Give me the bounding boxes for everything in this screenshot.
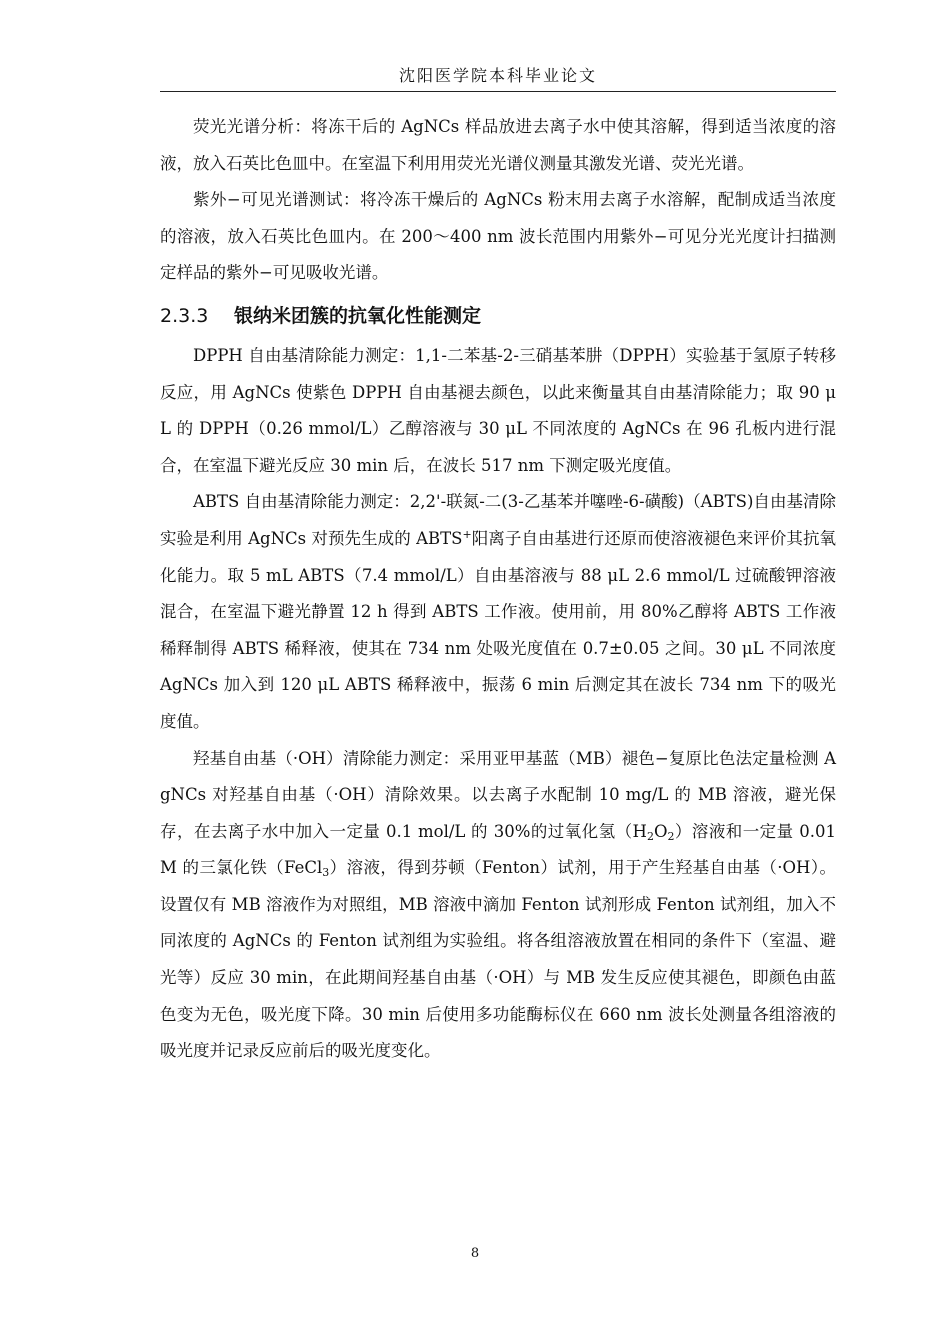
paragraph-abts (160, 484, 836, 740)
hydroxyl-text-2: O (653, 821, 668, 841)
section-heading (160, 294, 836, 338)
header-divider (160, 91, 836, 92)
paragraph-dpph: DPPH 自由基清除能力测定：1,1-二苯基-2-三硝基苯肼（DPPH）实验基于氢原子转移反应，用 AgNCs 使紫色 DPPH 自由基褪去颜色，以此来衡量其自由基清除能力；取 90 μL 的 DPPH（0.26 mmol/L）乙醇溶液与 30 μL 不同浓度的 AgNCs 在 96 孔板内进行混合，在室温下避光反应 30 min 后，在波长 517 nm 下测定吸光度值。 (160, 345, 836, 475)
fecl3-subscript: 3 (322, 866, 330, 880)
hydroxyl-text-3: ）溶液和一定量 0.01 M 的三氯化铁（FeCl (160, 821, 837, 878)
page-number: 8 (470, 1246, 480, 1261)
abts-text-2: 阳离子自由基进行还原而使溶液褪色来评价其抗氧化能力。取 5 mL ABTS（7.4 mmol/L）自由基溶液与 88 μL 2.6 mmol/L 过硫酸钾溶液混合，在室温下避光静置 12 h 得到 ABTS 工作液。使用前，用 80%乙醇将 ABTS 工作液稀释制得 ABTS 稀释液，使其在 734 nm 处吸光度值在 0.7±0.05 之间。30 μL 不同浓度 AgNCs 加入到 120 μL ABTS 稀释液中，振荡 6 min 后测定其在波长 734 nm 下的吸光度值。 (160, 528, 837, 731)
abts-superscript: + (462, 527, 472, 541)
h2o2-subscript-1: 2 (646, 829, 654, 843)
hydroxyl-text-4: ）溶液，得到芬顿（Fenton）试剂，用于产生羟基自由基（·OH）。设置仅有 MB 溶液作为对照组，MB 溶液中滴加 Fenton 试剂形成 Fenton 试剂组，加入不同浓度的 AgNCs 的 Fenton 试剂组为实验组。将各组溶液放置在相同的条件下（室温、避光等）反应 30 min，在此期间羟基自由基（·OH）与 MB 发生反应使其褪色，即颜色由蓝色变为无色，吸光度下降。30 min 后使用多功能酶标仪在 660 nm 波长处测量各组溶液的吸光度并记录反应前后的吸光度变化。 (160, 858, 836, 1061)
hydroxyl-text-1: 羟基自由基（·OH）清除能力测定：采用亚甲基蓝（MB）褪色−复原比色法定量检测 AgNCs 对羟基自由基（·OH）清除效果。以去离子水配制 10 mg/L 的 MB 溶液，避光保存，在去离子水中加入一定量 0.1 mol/L 的 30%的过氧化氢（H (160, 748, 836, 841)
page-header-title: 沈阳医学院本科毕业论文 (398, 66, 597, 85)
page-body (160, 109, 836, 1070)
abts-text-1: ABTS 自由基清除能力测定：2,2'-联氮-二(3-乙基苯并噻唑-6-磺酸)（ABTS)自由基清除实验是利用 AgNCs 对预先生成的 ABTS (160, 492, 836, 548)
paragraph-uv-vis: 紫外−可见光谱测试：将冷冻干燥后的 AgNCs 粉末用去离子水溶解，配制成适当浓度的溶液，放入石英比色皿内。在 200～400 nm 波长范围内用紫外−可见分光光度计扫描测定样品的紫外−可见吸收光谱。 (160, 190, 836, 283)
h2o2-subscript-2: 2 (667, 829, 675, 843)
section-title: 银纳米团簇的抗氧化性能测定 (234, 304, 482, 327)
section-number: 2.3.3 (160, 304, 209, 327)
paragraph-hydroxyl (160, 741, 836, 1070)
paragraph-fluorescence: 荧光光谱分析：将冻干后的 AgNCs 样品放进去离子水中使其溶解，得到适当浓度的溶液，放入石英比色皿中。在室温下利用用荧光光谱仪测量其激发光谱、荧光光谱。 (160, 117, 836, 173)
